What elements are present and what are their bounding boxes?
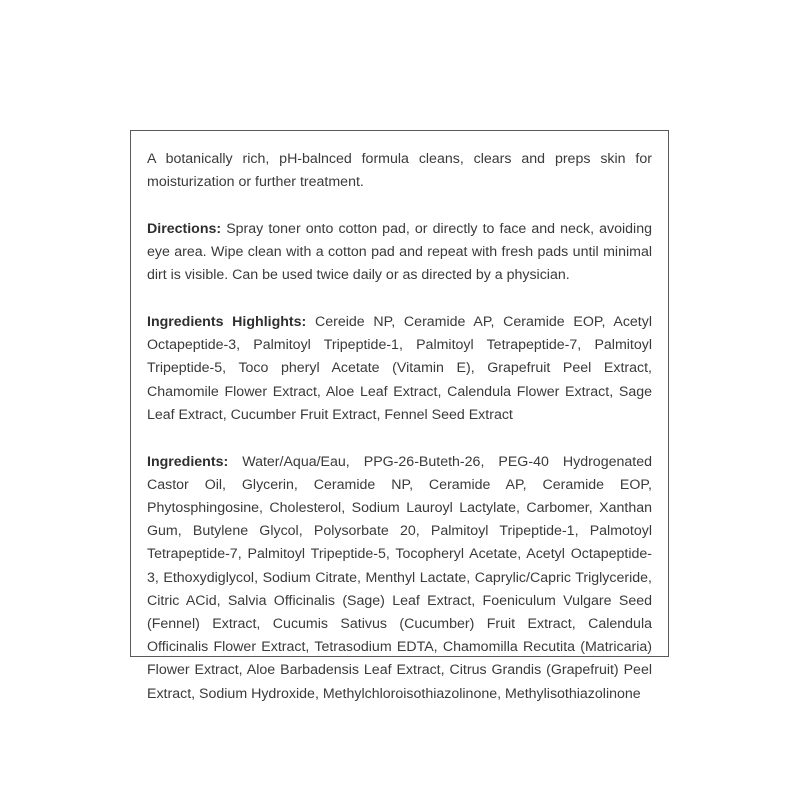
ingredients-heading: Ingredients: [147, 453, 229, 470]
highlights-paragraph [147, 311, 652, 427]
intro-text: A botanically rich, pH-balnced formula cleans, clears and preps skin for moisturization or further treatment. [147, 151, 652, 191]
ingredients-text: Water/Aqua/Eau, PPG-26-Buteth-26, PEG-40 Hydrogenated Castor Oil, Glycerin, Ceramide NP, Ceramide AP, Ceramide EOP, Phytosphingosine, Cholesterol, Sodium Lauroyl Lactylate, Carbomer, Xanthan Gum, Butylene Glycol, Polysorbate 20, Palmitoyl Tripeptide-1, Palmotoyl Tetrapeptide-7, Palmitoyl Tripeptide-5, Tocopheryl Acetate, Acetyl Octapeptide-3, Ethoxydiglycol, Sodium Citrate, Menthyl Lactate, Caprylic/Capric Triglyceride, Citric ACid, Salvia Officinalis (Sage) Leaf Extract, Foeniculum Vulgare Seed (Fennel) Extract, Cucumis Sativus (Cucumber) Fruit Extract, Calendula Officinalis Flower Extract, Tetrasodium EDTA, Chamomilla Recutita (Matricaria) Flower Extract, Aloe Barbadensis Leaf Extract, Citrus Grandis (Grapefruit) Peel Extract, Sodium Hydroxide, Methylchloroisothiazolinone, Methylisothiazolinone [147, 453, 652, 702]
intro-paragraph [147, 148, 652, 194]
directions-text: Spray toner onto cotton pad, or directly to face and neck, avoiding eye area. Wipe clean with a cotton pad and repeat with fresh pads until minimal dirt is visible. Can be used twice daily or as directed by a physician. [147, 220, 652, 284]
highlights-heading: Ingredients Highlights: [147, 314, 307, 331]
ingredients-paragraph [147, 451, 652, 706]
directions-heading: Directions: [147, 220, 222, 237]
highlights-text: Cereide NP, Ceramide AP, Ceramide EOP, Acetyl Octapeptide-3, Palmitoyl Tripeptide-1, Palmitoyl Tetrapeptide-7, Palmitoyl Tripeptide-5, Toco pheryl Acetate (Vitamin E), Grapefruit Peel Extract, Chamomile Flower Extract, Aloe Leaf Extract, Calendula Flower Extract, Sage Leaf Extract, Cucumber Fruit Extract, Fennel Seed Extract [147, 314, 652, 423]
product-info-panel [130, 130, 669, 702]
directions-paragraph [147, 218, 652, 288]
